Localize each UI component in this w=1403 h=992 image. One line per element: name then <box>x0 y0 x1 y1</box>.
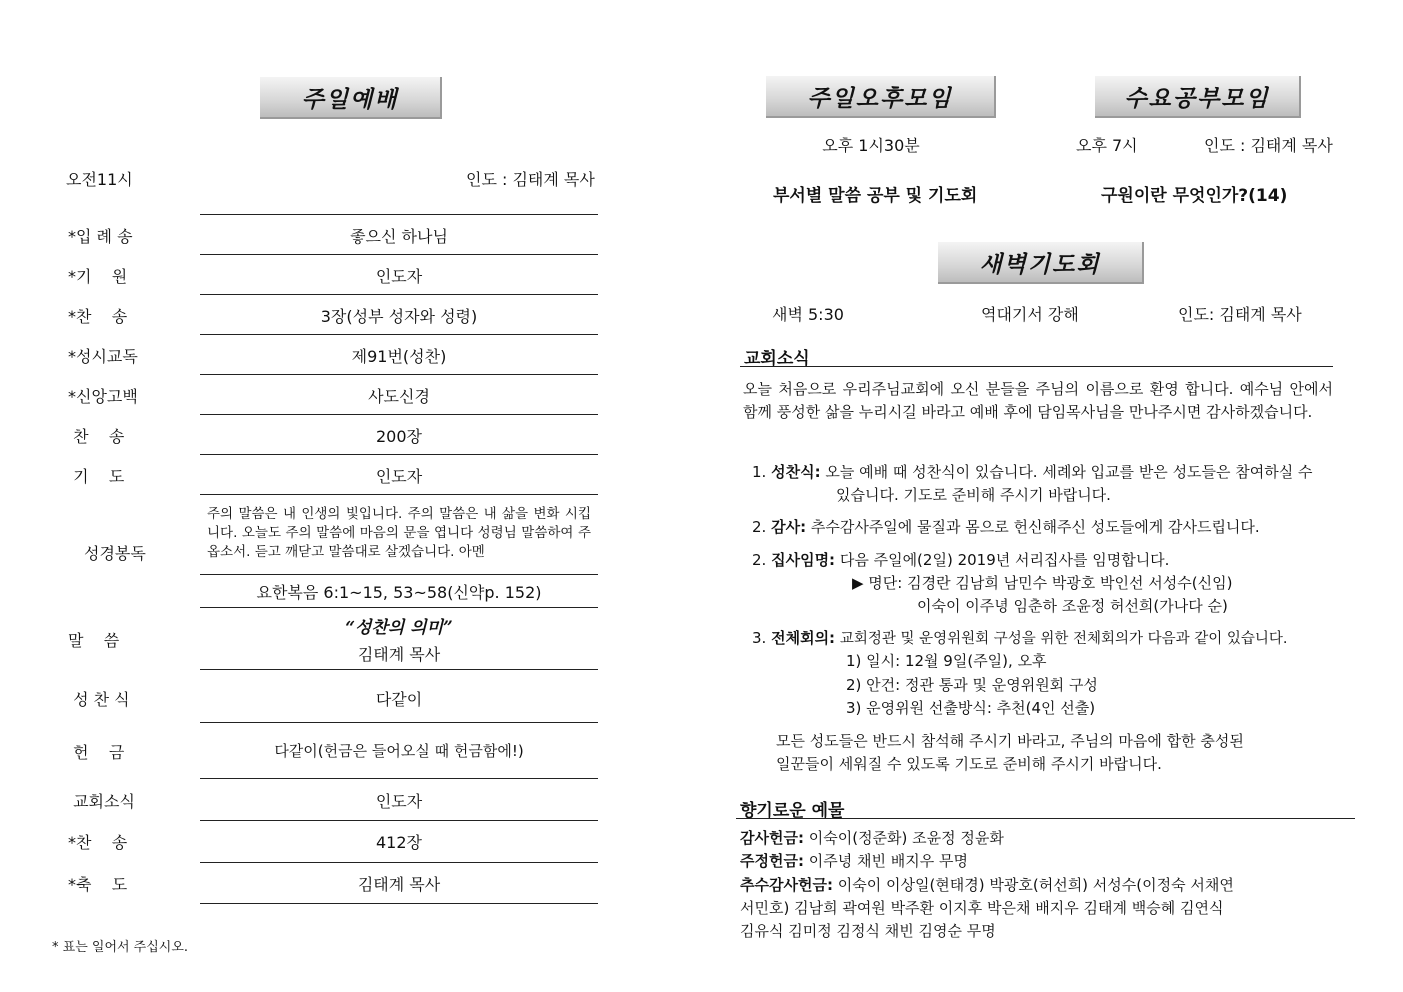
sunday-worship-banner: 주일예배 <box>260 77 442 119</box>
item-text: 다음 주일에(2일) 2019년 서리집사를 임명합니다. <box>839 551 1170 569</box>
closing-line: 모든 성도들은 반드시 참석해 주시기 바라고, 주님의 마음에 합한 충성된 <box>776 732 1244 750</box>
news-item-deacons <box>752 549 1169 572</box>
order-divider <box>200 669 598 670</box>
order-label: *찬 송 <box>68 833 128 852</box>
offering-head: 추수감사헌금: <box>740 876 833 894</box>
wednesday-time: 오후 7시 <box>1076 136 1138 155</box>
order-divider <box>200 254 598 255</box>
item-head: 집사임명: <box>771 551 836 569</box>
order-value: 인도자 <box>375 267 423 286</box>
order-value: 제91번(성찬) <box>351 347 447 366</box>
order-value: 다같이 <box>375 690 423 709</box>
order-label: *성시교독 <box>68 347 138 366</box>
item-number: 2. <box>752 551 767 569</box>
meeting-detail-line: 1) 일시: 12월 9일(주일), 오후 <box>846 652 1047 670</box>
order-value: 좋으신 하나님 <box>350 227 448 246</box>
meeting-detail-line: 2) 안건: 정관 통과 및 운영위원회 구성 <box>846 676 1098 694</box>
wednesday-study-banner: 수요공부모임 <box>1095 76 1301 118</box>
order-divider <box>200 607 598 608</box>
order-divider <box>200 778 598 779</box>
offering-names: 이숙이 이상일(현태경) 박광호(허선희) 서성수(이정숙 서채연 <box>837 876 1234 894</box>
item-head: 성찬식: <box>771 463 821 481</box>
item-text: 교회정관 및 운영위원회 구성을 위한 전체회의가 다음과 같이 있습니다. <box>839 631 1288 647</box>
offering-line: 서민호) 김남희 곽여원 박주환 이지후 박은채 배지우 김태계 백승혜 김연식 <box>740 899 1224 917</box>
reading-prayer-text: 주의 말씀은 내 인생의 빛입니다. 주의 말씀은 내 삶을 변화 시킵니다. 오늘도 주의 말씀에 마음의 문을 엽니다 성령님 말씀하여 주옵소서. 듣고 깨닫고 말씀대로 살겠습니다. 아멘 <box>207 506 591 560</box>
dawn-prayer-banner: 새벽기도회 <box>938 242 1144 284</box>
order-divider <box>200 862 598 863</box>
news-item-continuation: 있습니다. 기도로 준비해 주시기 바랍니다. <box>836 486 1111 504</box>
item-text: 추수감사주일에 물질과 몸으로 헌신해주신 성도들에게 감사드립니다. <box>810 518 1260 536</box>
news-item-communion <box>752 461 1313 484</box>
offering-line <box>740 874 1234 897</box>
offering-names: 이숙이(정준화) 조윤정 정윤화 <box>808 829 1004 847</box>
item-number: 2. <box>752 518 767 536</box>
welcome-paragraph: 오늘 처음으로 우리주님교회에 오신 분들을 주님의 이름으로 환영 합니다. 예수님 안에서 함께 풍성한 삶을 누리시길 바라고 예배 후에 담임목사님을 만나주시면 감사하겠습니다. <box>743 380 1333 421</box>
reading-passage: 요한복음 6:1~15, 53~58(신약p. 152) <box>256 583 542 602</box>
order-divider <box>200 334 598 335</box>
sermon-preacher: 김태계 목사 <box>357 645 441 664</box>
reading-label: 성경봉독 <box>84 544 146 563</box>
afternoon-meeting-banner: 주일오후모임 <box>766 76 996 118</box>
order-label: 찬 송 <box>68 427 125 446</box>
order-divider <box>200 414 598 415</box>
news-item-meeting <box>752 627 1288 651</box>
offering-title: 향기로운 예물 <box>740 801 845 821</box>
offering-head: 감사헌금: <box>740 829 804 847</box>
order-label: *기 원 <box>68 267 128 286</box>
item-number: 3. <box>752 629 767 647</box>
order-value: 사도신경 <box>368 387 430 406</box>
offering-head: 주정헌금: <box>740 852 804 870</box>
item-head: 감사: <box>771 518 807 536</box>
offering-names: 이주녕 채빈 배지우 무명 <box>808 852 968 870</box>
order-value: 412장 <box>376 833 422 852</box>
order-divider <box>200 903 598 904</box>
item-head: 전체회의: <box>771 629 836 647</box>
dawn-time: 새벽 5:30 <box>772 305 844 324</box>
order-divider <box>200 454 598 455</box>
order-label: 교회소식 <box>68 792 135 811</box>
offering-underline <box>736 818 1355 819</box>
standing-footnote: * 표는 일어서 주십시오. <box>52 940 189 955</box>
order-divider <box>200 820 598 821</box>
meeting-detail-line: 3) 운영위원 선출방식: 추천(4인 선출) <box>846 699 1096 717</box>
offering-line <box>740 827 1004 850</box>
news-item-thanks <box>752 516 1260 539</box>
order-divider <box>200 574 598 575</box>
order-value: 200장 <box>376 427 422 446</box>
order-value: 인도자 <box>375 467 423 486</box>
afternoon-time: 오후 1시30분 <box>822 136 920 155</box>
order-divider <box>200 374 598 375</box>
order-divider <box>200 214 598 215</box>
offering-line: 김유식 김미정 김정식 채빈 김영순 무명 <box>740 922 996 940</box>
order-label: *신앙고백 <box>68 387 138 406</box>
church-news-title: 교회소식 <box>744 349 810 369</box>
offering-line <box>740 850 968 873</box>
sermon-title: “성찬의 의미” <box>345 618 453 638</box>
dawn-leader: 인도: 김태계 목사 <box>1178 305 1302 324</box>
order-value: 다같이(헌금은 들어오실 때 헌금함에!) <box>274 742 524 760</box>
order-divider <box>200 722 598 723</box>
order-divider <box>200 494 598 495</box>
order-label: *찬 송 <box>68 307 128 326</box>
item-number: 1. <box>752 463 767 481</box>
dawn-topic: 역대기서 강해 <box>981 305 1079 324</box>
order-divider <box>200 294 598 295</box>
worship-time: 오전11시 <box>66 170 133 189</box>
sermon-label: 말 씀 <box>68 631 120 650</box>
order-label: 성 찬 식 <box>68 690 130 709</box>
order-label: 기 도 <box>68 467 125 486</box>
order-label: 헌 금 <box>68 743 125 762</box>
order-label: *축 도 <box>68 875 128 894</box>
deacon-list-line: 이숙이 이주녕 임춘하 조윤정 허선희(가나다 순) <box>917 597 1228 615</box>
wednesday-leader: 인도 : 김태계 목사 <box>1204 136 1333 155</box>
church-news-underline <box>740 366 1333 367</box>
worship-leader: 인도 : 김태계 목사 <box>466 170 595 189</box>
order-value: 김태계 목사 <box>357 875 441 894</box>
closing-line: 일꾼들이 세워질 수 있도록 기도로 준비해 주시기 바랍니다. <box>776 755 1162 773</box>
order-value: 3장(성부 성자와 성령) <box>320 307 478 326</box>
order-value: 인도자 <box>375 792 423 811</box>
wednesday-topic: 구원이란 무엇인가?(14) <box>1101 186 1288 206</box>
deacon-list-line: ▶ 명단: 김경란 김남희 남민수 박광호 박인선 서성수(신임) <box>852 574 1233 592</box>
item-text: 오늘 예배 때 성찬식이 있습니다. 세례와 입교를 받은 성도들은 참여하실 수 <box>825 463 1313 481</box>
afternoon-topic: 부서별 말씀 공부 및 기도회 <box>773 186 978 206</box>
order-label: *입 례 송 <box>68 227 133 246</box>
